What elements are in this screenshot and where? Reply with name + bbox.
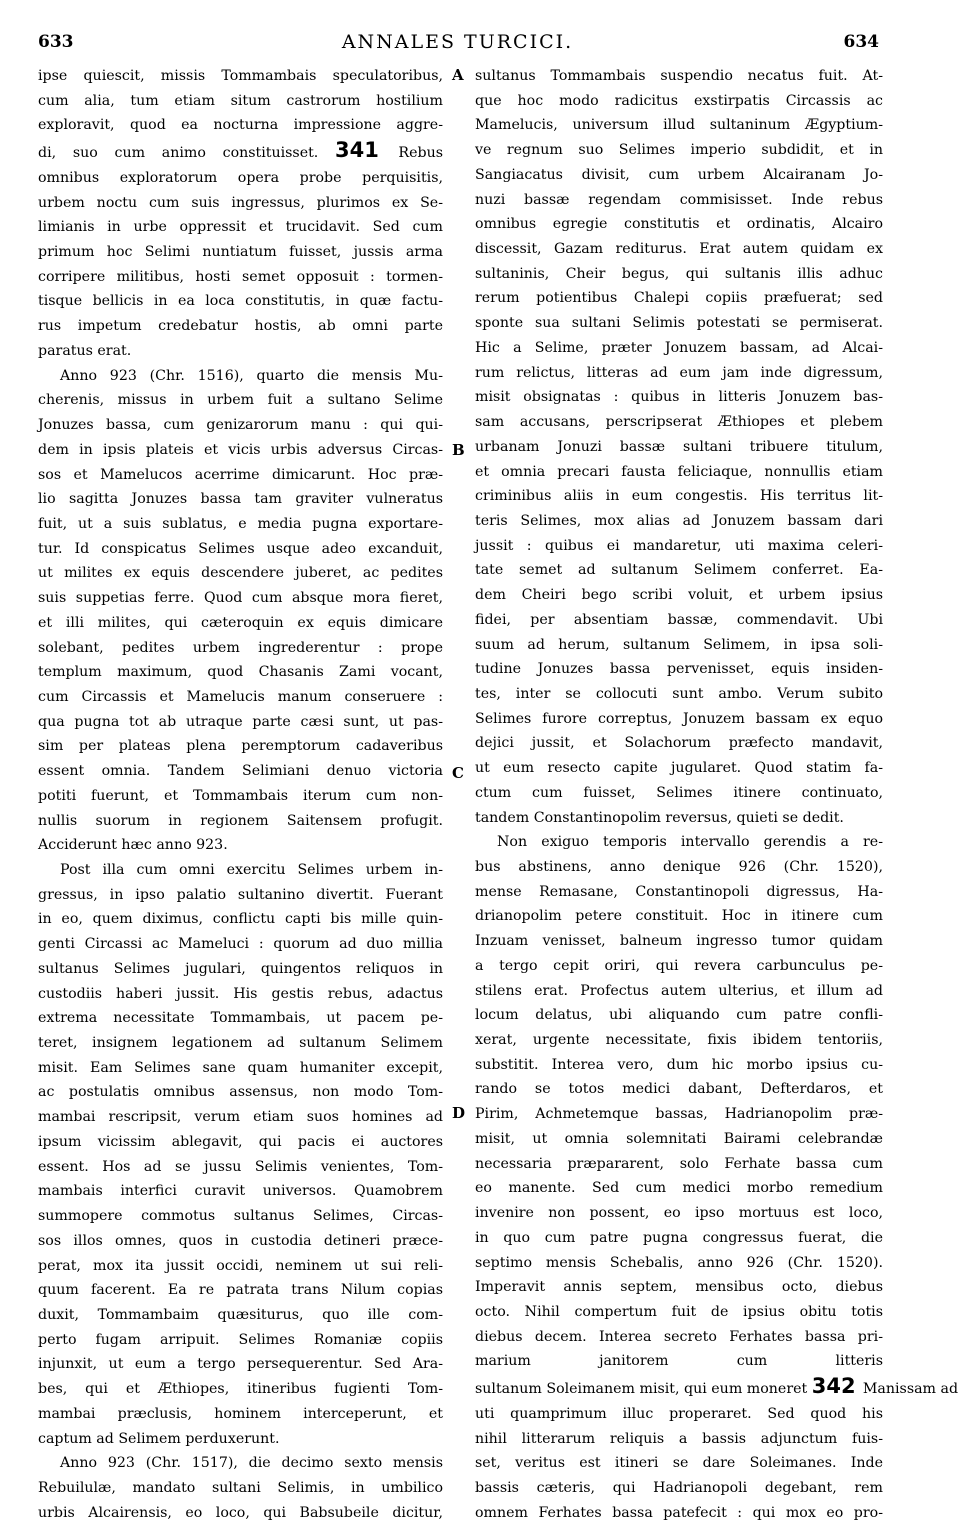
text-line: ut eum resecto capite jugularet. Quod statim fa- bbox=[475, 760, 883, 777]
text-line: xerat, urgente necessitate, fixis ibidem tentoriis, bbox=[475, 1032, 883, 1049]
text-line: captum ad Selimem perduxerunt. bbox=[38, 1430, 280, 1447]
text-line: sultanus Tommambais suspendio necatus fuit. At- bbox=[475, 68, 883, 84]
running-header bbox=[30, 30, 885, 56]
margin-marker-d: D bbox=[452, 1104, 466, 1122]
text-line bbox=[38, 138, 443, 166]
text-line: Jonuzes bassa, cum genizarorum manu : qui qui- bbox=[38, 417, 443, 434]
text-line: custodiis haberi jussit. His gestis rebus, adactus bbox=[38, 985, 443, 1002]
text-line: ac postulatis omnibus assensus, non modo Tom- bbox=[38, 1084, 443, 1101]
text-line: cum alia, tum etiam situm castrorum hostilium bbox=[38, 92, 443, 109]
text-line: rando se totos medici dabant, Defterdaros, et bbox=[475, 1081, 883, 1098]
text-line: templum maximum, quod Chasanis Zami vocant, bbox=[38, 664, 443, 681]
text-line: qua pugna tot ab utraque parte cæsi sunt, ut pas- bbox=[38, 713, 443, 730]
text-line: Post illa cum omni exercitu Selimes urbem in- bbox=[60, 862, 443, 878]
text-line: misit. Eam Selimes sane quam humaniter excepit, bbox=[38, 1059, 443, 1076]
text-line: quum facerent. Ea re patrata trans Nilum copias bbox=[38, 1282, 443, 1299]
text-line: summopere commotus sultanus Selimes, Circas- bbox=[38, 1208, 443, 1225]
text-line: sultanus Selimes jugulari, quingentos reliquos in bbox=[38, 960, 443, 977]
text-line: dejici jussit, et Solachorum præfecto mandavit, bbox=[475, 735, 883, 752]
text-line: ve regnum suo Selimes imperio subdidit, et in bbox=[475, 142, 883, 159]
text-line: et omnia precari fausta feliciaque, nonnullis etiam bbox=[475, 463, 883, 480]
text-line: Selimes furore correptus, Jonuzem bassam ex equo bbox=[475, 710, 883, 727]
text-line: teret, insignem legationem ad sultanum Selimem bbox=[38, 1035, 443, 1052]
text-line: urbem noctu cum suis ingressus, plurimos ex Se- bbox=[38, 194, 443, 211]
text-line: criminibus aliis in eum congestis. His territus lit- bbox=[475, 488, 883, 505]
section-number: 342 bbox=[811, 1374, 863, 1399]
text-line: a tergo cepit oriri, qui revera carbunculus pe- bbox=[475, 957, 883, 974]
text-line: bes, qui et Æthiopes, itineribus fugienti Tom- bbox=[38, 1381, 443, 1398]
right-text-column bbox=[475, 64, 958, 1525]
text-fragment: Manissam ad bbox=[862, 1381, 958, 1398]
text-line: mense Remasane, Constantinopoli digressus, Ha- bbox=[475, 883, 883, 900]
text-line: perto fugam arripuit. Selimes Romaniæ copiis bbox=[38, 1331, 443, 1348]
text-line: bassis cæteris, qui Hadrianopoli degebant, rem bbox=[475, 1479, 883, 1496]
text-line: tisque bellicis in ea loca constitutis, in quæ factu- bbox=[38, 293, 443, 310]
text-line: mambais interfici curavit universos. Quamobrem bbox=[38, 1183, 443, 1200]
text-line: cum Circassis et Mamelucis manum conseruere : bbox=[38, 688, 443, 705]
text-line: Rebuilulæ, mandato sultani Selimis, in umbilico bbox=[38, 1479, 443, 1496]
text-fragment: di, suo cum animo constituisset. bbox=[38, 145, 336, 162]
text-line: Non exiguo temporis intervallo gerendis a re- bbox=[497, 834, 883, 851]
text-line: necessaria præpararent, solo Ferhate bassa cum bbox=[475, 1155, 883, 1172]
text-line: Anno 923 (Chr. 1516), quarto die mensis Mu- bbox=[60, 367, 443, 384]
text-line: Hic a Selime, præter Jonuzem bassam, ad Alcai- bbox=[475, 339, 883, 356]
text-line: uti quamprimum illuc properaret. Sed quod his bbox=[475, 1405, 883, 1422]
margin-marker-a: A bbox=[452, 66, 464, 84]
text-line: sam accusans, perscripserat Æthiopes et plebem bbox=[475, 414, 883, 431]
text-line: omnibus exploratorum opera probe perquisitis, bbox=[38, 169, 443, 186]
text-line: teris Selimes, mox alias ad Jonuzem bassam dari bbox=[475, 512, 883, 529]
text-line: potiti fuerunt, et Tommambais iterum cum non- bbox=[38, 787, 443, 804]
text-line: ctum cum fuisset, Selimes itinere continuato, bbox=[475, 784, 883, 801]
text-line: lio sagitta Jonuzes bassa tam graviter vulneratus bbox=[38, 491, 443, 508]
text-line: solebant, pedites urbem ingrederentur : prope bbox=[38, 639, 443, 656]
text-line: fuit, ut a suis sublatus, e media pugna exportare- bbox=[38, 515, 443, 532]
text-line: suum ad herum, sultanum Selimem, in ipsa soli- bbox=[475, 636, 883, 653]
text-line: exploravit, quod ea nocturna impressione aggre- bbox=[38, 117, 443, 134]
text-line: nihil litterarum reliquis a bassis adjunctum fuis- bbox=[475, 1430, 883, 1447]
text-line: invenire non possent, eo ipso mortuus est loco, bbox=[475, 1205, 883, 1222]
text-line: rerum potientibus Chalepi copiis præfuerat; sed bbox=[475, 290, 883, 307]
text-line: Sangiacatus divisit, cum urbem Alcairanam Jo- bbox=[475, 166, 883, 183]
text-line: octo. Nihil compertum fuit de ipsius obitu totis bbox=[475, 1303, 883, 1320]
text-line: suis suppetias ferre. Quod cum absque mora fieret, bbox=[38, 590, 443, 607]
text-fragment: Rebus bbox=[398, 145, 443, 162]
text-line: Imperavit annis septem, mensibus octo, diebus bbox=[475, 1279, 883, 1296]
text-line: stilens erat. Profectus autem ulterius, et illum ad bbox=[475, 982, 883, 999]
text-line: tes, inter se collocuti sunt ambo. Verum subito bbox=[475, 685, 883, 702]
text-line: mambai præclusis, hominem interceperunt, et bbox=[38, 1405, 443, 1422]
text-line: discessit, Gazam rediturus. Erat autem quidam ex bbox=[475, 241, 883, 258]
text-line: tandem Constantinopolim reversus, quieti se dedit. bbox=[475, 809, 844, 826]
section-number: 341 bbox=[335, 138, 399, 163]
text-line: misit, ut omnia solemnitati Bairami celebrandæ bbox=[475, 1130, 883, 1147]
running-title: ANNALES TURCICI. bbox=[341, 31, 574, 53]
text-line: locum delatus, ubi aliquando cum patre confli- bbox=[475, 1007, 883, 1024]
text-line: mambai rescripsit, verum etiam suos homines ad bbox=[38, 1109, 443, 1126]
text-line: bus abstinens, anno denique 926 (Chr. 1520), bbox=[475, 859, 883, 875]
text-line: sos et Mamelucos acerrime dimicarunt. Hoc præ- bbox=[38, 466, 443, 483]
text-line: omnem Ferhates bassa patefecit : qui mox eo pro- bbox=[475, 1504, 883, 1521]
text-line: que hoc modo radicitus exstirpatis Circassis ac bbox=[475, 92, 883, 109]
text-line: misit obsignatas : quibus in litteris Jonuzem bas- bbox=[475, 389, 883, 406]
text-line: nullis suorum in regionem Saitensem profugit. bbox=[38, 812, 443, 829]
text-line: eo manente. Sed cum medici morbo remedium bbox=[475, 1180, 883, 1197]
text-line: urbis Alcairensis, eo loco, qui Babsubeile dicitur, bbox=[38, 1504, 443, 1521]
text-line: Mamelucis, universum illud sultaninum Ægyptium- bbox=[475, 117, 883, 134]
text-line: jussit : quibus ei mandaretur, uti maxima celeri- bbox=[475, 537, 883, 554]
text-line: duxit, Tommambaim quæsiturus, quo ille com- bbox=[38, 1306, 443, 1323]
text-line: paratus erat. bbox=[38, 342, 132, 359]
text-line: et illi milites, qui cæteroquin ex equis dimicare bbox=[38, 614, 443, 631]
text-line: gressus, in ipso palatio sultanino divertit. Fuerant bbox=[38, 886, 443, 903]
text-line: substitit. Interea vero, dum hic morbo ipsius cu- bbox=[475, 1056, 883, 1073]
text-line: ipse quiescit, missis Tommambais speculatoribus, bbox=[38, 68, 443, 84]
text-line: ipsum vicissim ablegavit, qui pacis ei auctores bbox=[38, 1133, 443, 1150]
text-line: tudine Jonuzes bassa pervenisset, equis insiden- bbox=[475, 661, 883, 678]
text-line: fidei, per absentiam bassæ, commendavit. Ubi bbox=[475, 611, 883, 628]
text-line: injunxit, ut eum a tergo persequerentur. Sed Ara- bbox=[38, 1356, 443, 1373]
text-line: rus impetum credebatur hostis, ab omni parte bbox=[38, 318, 443, 335]
text-line: set, veritus est itineri se dare Soleimanes. Inde bbox=[475, 1455, 883, 1472]
text-line: marium janitorem cum litteris bbox=[475, 1353, 883, 1370]
text-line: dem in ipsis plateis et vicis urbis adversus Circas- bbox=[38, 441, 443, 458]
text-line: diebus decem. Interea secreto Ferhates bassa pri- bbox=[475, 1328, 883, 1345]
text-fragment: sultanum Soleimanem misit, qui eum moneret bbox=[475, 1381, 812, 1398]
margin-marker-c: C bbox=[452, 764, 464, 782]
text-line: cherenis, missus in urbem fuit a sultano Selime bbox=[38, 392, 443, 409]
text-line: rum relictus, litteras ad eum jam inde digressum, bbox=[475, 364, 883, 381]
text-line: sultaninis, Cheir begus, qui sultanis illis adhuc bbox=[475, 265, 883, 282]
text-line: sponte sua sultani Selimis potestati se permiserat. bbox=[475, 315, 883, 332]
text-line: perat, mox ita jussit occidi, neminem ut sui reli- bbox=[38, 1257, 443, 1274]
text-line: extrema necessitate Tommambais, ut pacem pe- bbox=[38, 1010, 443, 1027]
text-line: sim per plateas plena peremptorum cadaveribus bbox=[38, 738, 443, 755]
text-line: urbanam Jonuzi bassæ sultani tribuere titulum, bbox=[475, 438, 883, 455]
text-line: Acciderunt hæc anno 923. bbox=[38, 837, 228, 854]
page-number-right: 634 bbox=[843, 32, 879, 52]
text-line: primum hoc Selimi nuntiatum fuisset, jussis arma bbox=[38, 244, 443, 261]
page-number-left: 633 bbox=[38, 32, 74, 52]
text-line: Inzuam venisset, balneum ingresso tumor quidam bbox=[475, 933, 883, 950]
text-line: Pirim, Achmetemque bassas, Hadrianopolim præ- bbox=[475, 1106, 883, 1123]
margin-marker-b: B bbox=[452, 441, 465, 459]
text-line: sos illos omnes, quos in custodia detineri præce- bbox=[38, 1232, 443, 1249]
text-line: essent omnia. Tandem Selimiani denuo victoria bbox=[38, 763, 443, 780]
text-line: septimo mensis Schebalis, anno 926 (Chr. 1520). bbox=[475, 1254, 883, 1271]
text-line: nuzi bassæ regendam commisisset. Inde rebus bbox=[475, 191, 883, 208]
text-line: in eo, quem diximus, conflictu capti bis mille quin- bbox=[38, 911, 443, 928]
text-line: tate semet ad sultanum Selimem conferret. Ea- bbox=[475, 562, 883, 579]
text-line: essent. Hos ad se jussu Selimis venientes, Tom- bbox=[38, 1158, 443, 1175]
left-text-column bbox=[38, 64, 443, 1525]
text-line: drianopolim petere constituit. Hoc in itinere cum bbox=[475, 908, 883, 925]
text-line: limianis in urbe oppressit et trucidavit. Sed cum bbox=[38, 219, 443, 236]
text-line: Anno 923 (Chr. 1517), die decimo sexto mensis bbox=[60, 1455, 443, 1472]
text-line: genti Circassi ac Mameluci : quorum ad duo millia bbox=[38, 936, 443, 953]
text-line: omnibus egregie constitutis et ordinatis, Alcairo bbox=[475, 216, 883, 233]
text-line: in quo cum patre pugna congressus fuerat, die bbox=[475, 1229, 883, 1246]
text-line: dem Cheiri bego scribi voluit, et urbem ipsius bbox=[475, 587, 883, 604]
text-line: ut milites ex equis descendere juberet, ac pedites bbox=[38, 565, 443, 582]
text-line: tur. Id conspicatus Selimes usque adeo excanduit, bbox=[38, 540, 443, 557]
text-line: corripere militibus, hosti semet opposuit : tormen- bbox=[38, 268, 443, 285]
text-line bbox=[475, 1374, 958, 1402]
